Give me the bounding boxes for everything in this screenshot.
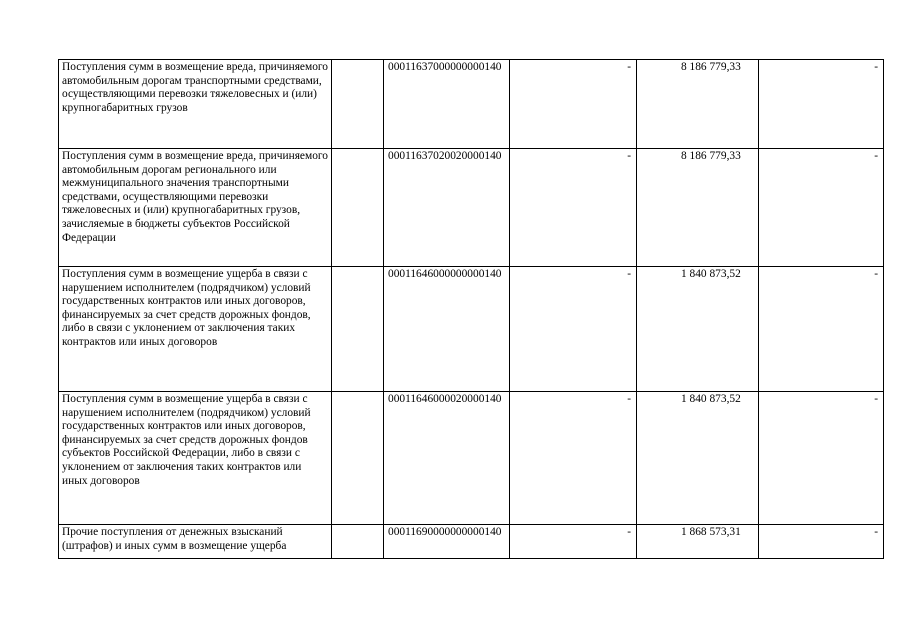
row-name: Поступления сумм в возмещение вреда, причиняемого автомобильным дорогам транспортными средствами, осуществляющими перевозки тяжеловесных и (или) крупногабаритных грузов [59,60,332,149]
empty-cell [332,60,384,149]
table-row [59,525,884,559]
row-value-3: - [759,149,884,267]
empty-cell [332,392,384,525]
row-name: Поступления сумм в возмещение ущерба в связи с нарушением исполнителем (подрядчиком) условий государственных контрактов или иных договоров, финансируемых за счет средств дорожных фондов, либо в связи с уклонением от заключения таких контрактов или иных договоров [59,267,332,392]
table-row [59,267,884,392]
row-value-1: - [510,267,637,392]
row-code: 00011646000000000140 [384,267,510,392]
revenue-table [58,59,884,559]
row-name: Поступления сумм в возмещение вреда, причиняемого автомобильным дорогам регионального или межмуниципального значения транспортными средствами, осуществляющими перевозки тяжеловесных и (или) крупногабаритных грузов, зачисляемые в бюджеты субъектов Российской Федерации [59,149,332,267]
row-code: 00011646000020000140 [384,392,510,525]
row-value-1: - [510,149,637,267]
row-value-3: - [759,267,884,392]
row-name: Поступления сумм в возмещение ущерба в связи с нарушением исполнителем (подрядчиком) условий государственных контрактов или иных договоров, финансируемых за счет средств дорожных фондов субъектов Российской Федерации, либо в связи с уклонением от заключения таких контрактов или иных договоров [59,392,332,525]
row-code: 00011637000000000140 [384,60,510,149]
row-value-3: - [759,60,884,149]
row-name: Прочие поступления от денежных взысканий (штрафов) и иных сумм в возмещение ущерба [59,525,332,559]
table-row [59,149,884,267]
empty-cell [332,267,384,392]
row-value-1: - [510,60,637,149]
row-value-2: 1 868 573,31 [637,525,759,559]
row-value-1: - [510,392,637,525]
empty-cell [332,149,384,267]
row-value-3: - [759,392,884,525]
row-value-1: - [510,525,637,559]
row-value-2: 8 186 779,33 [637,60,759,149]
row-value-2: 1 840 873,52 [637,392,759,525]
row-code: 00011690000000000140 [384,525,510,559]
table-row [59,392,884,525]
table-row [59,60,884,149]
empty-cell [332,525,384,559]
row-value-3: - [759,525,884,559]
row-value-2: 8 186 779,33 [637,149,759,267]
row-value-2: 1 840 873,52 [637,267,759,392]
row-code: 00011637020020000140 [384,149,510,267]
